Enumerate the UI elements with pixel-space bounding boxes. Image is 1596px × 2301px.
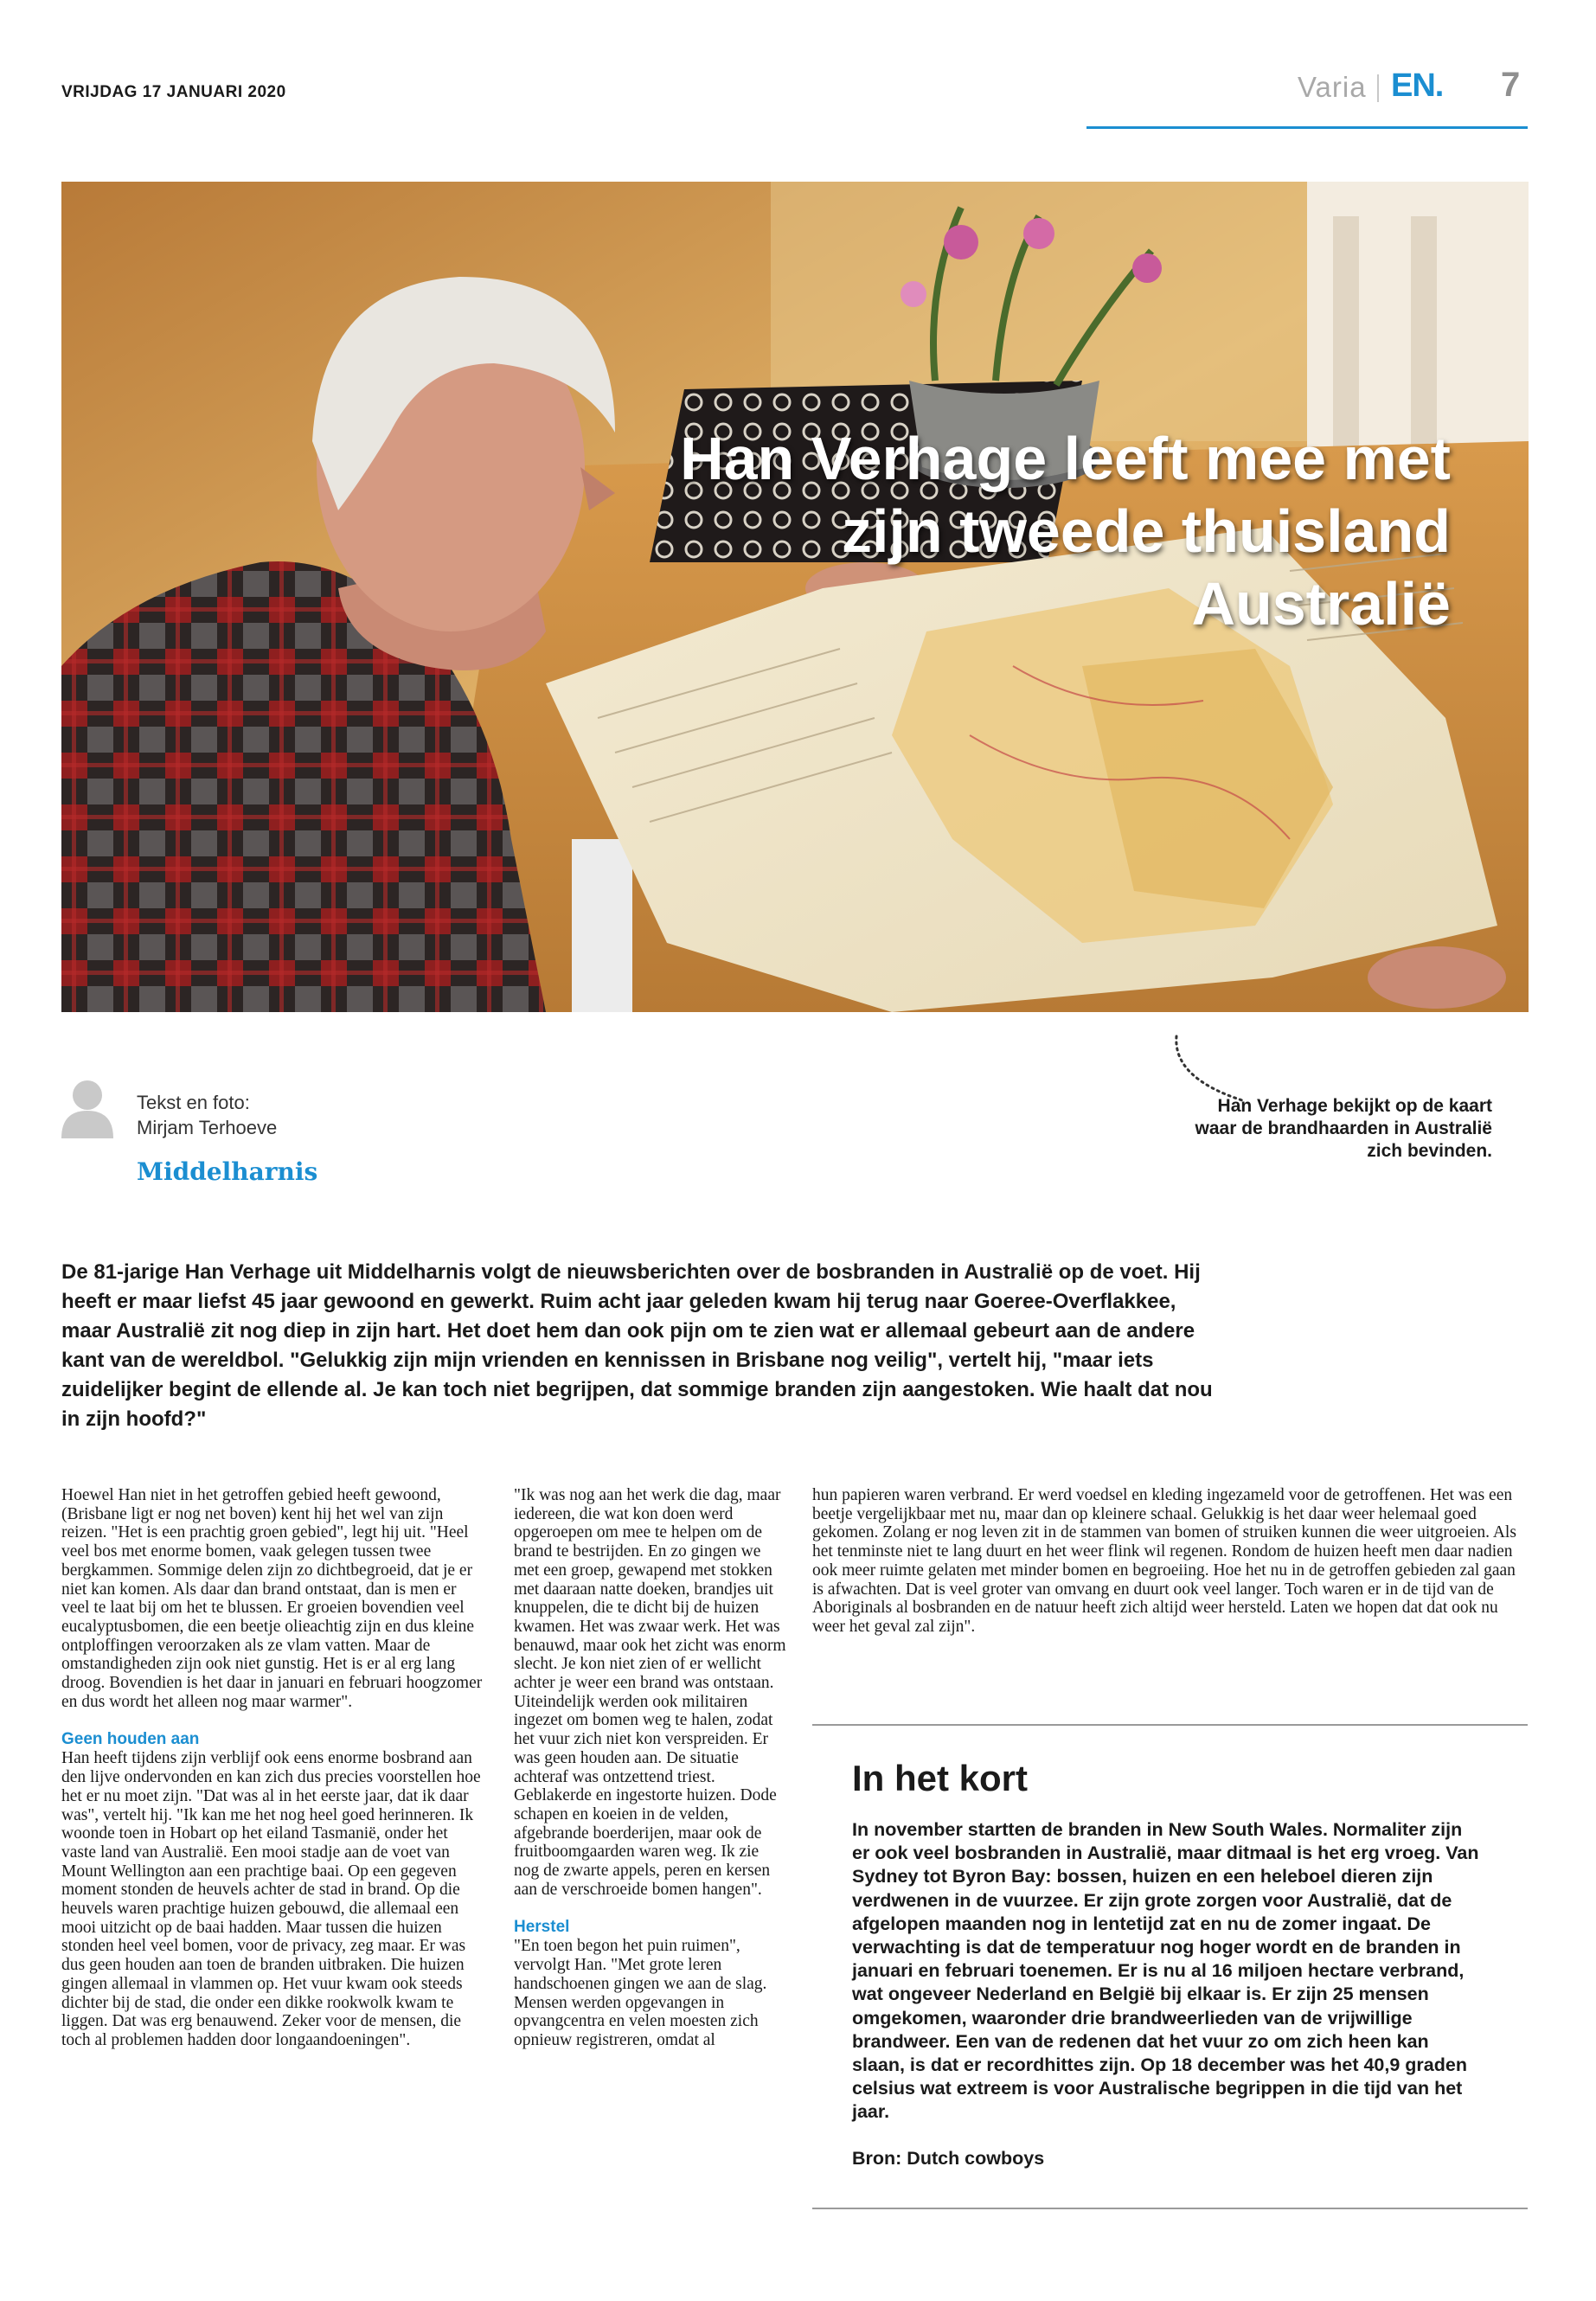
- paragraph: "En toen begon het puin ruimen", vervolgt Han. "Met grote leren handschoenen gingen we aan de slag. Mensen werden opgevangen in opvangcentra en velen moesten zich opnieuw registreren, omdat al: [514, 1937, 767, 2049]
- article-headline: Han Verhage leeft mee met zijn tweede thuisland Australië: [680, 425, 1451, 638]
- subheading: Geen houden aan: [61, 1730, 200, 1749]
- sidebar-title: In het kort: [852, 1758, 1029, 1798]
- article-intro: De 81-jarige Han Verhage uit Middelharnis volgt de nieuwsberichten over de bosbranden in Australië op de voet. Hij heeft er maar liefst 45 jaar gewoond en gewerkt. Ruim acht jaar geleden kwam hij terug naar Goeree-Overflakkee, maar Australië zit nog diep in zijn hart. Het doet hem dan ook pijn om te zien wat er allemaal gebeurt aan de andere kant van de wereldbol. "Gelukkig zijn mijn vrienden en kennissen in Brisbane nog veilig", vertelt hij, "maar iets zuidelijker begint de ellende al. Je kan toch niet begrijpen, dat sommige branden zijn aangestoken. Wie haalt dat nou in zijn hoofd?": [61, 1260, 1213, 1431]
- paragraph: Han heeft tijdens zijn verblijf ook eens enorme bosbrand aan den lijve ondervonden en kan zich dus precies voorstellen hoe het er nu moet zijn. "Dat was al in het eerste jaar, dat ik daar was", vertelt hij. "Ik kan me het nog heel goed herinneren. Ik woonde toen in Hobart op het eiland Tasmanië, onder het vaste land van Australië. Een mooi stadje aan de voet van Mount Wellington aan een prachtige baai. Op een gegeven moment stonden de heuvels achter de stad in brand. Op die heuvels waren prachtige huizen gebouwd, die allemaal een mooi uitzicht op de baai hadden. Maar tussen die huizen stonden heel veel bomen, voor de privacy, zeg maar. Er was dus geen houden aan toen de branden uitbraken. Die huizen gingen allemaal in vlammen op. Het vuur kwam ook steeds dichter bij de stad, die onder een dikke rookwolk kwam te liggen. Dat was erg benauwend. Zeker voor de mensen, die toch al problemen hadden door longaandoeningen".: [61, 1749, 481, 2049]
- subheading: Herstel: [514, 1918, 570, 1937]
- paragraph: Hoewel Han niet in het getroffen gebied heeft gewoond, (Brisbane ligt er nog net boven) kent hij het wel van zijn reizen. "Het is een prachtig groen gebied", legt hij uit. "Heel veel bos met enorme bomen, vaak gelegen tussen twee bergkammen. Sommige delen zijn zo dichtbegroeid, dat je er niet kan komen. Als daar dan brand ontstaat, dan is men er veel te laat bij om het te blussen. Er groeien bovendien veel eucalyptusbomen, die een beetje olieachtig zijn en dus kleine ontploffingen veroorzaken als ze vlam vatten. Maar de omstandigheden zijn ook niet gunstig. Het is er al erg lang droog. Bovendien is het daar in januari en februari hoogzomer en dus wordt het alleen nog maar warmer".: [61, 1486, 483, 1711]
- header-divider: [1377, 74, 1379, 102]
- byline-author: Mirjam Terhoeve: [137, 1117, 278, 1138]
- header-rule: [1086, 126, 1528, 129]
- body-column-1: [61, 1486, 485, 2050]
- sidebar-bottom-rule: [812, 2208, 1528, 2209]
- page-number: 7: [1501, 66, 1521, 104]
- section-label: Varia: [1298, 71, 1367, 103]
- sidebar-text: In november startten de branden in New South Wales. Normaliter zijn er ook veel bosbranden in Australië, maar ditmaal is het erg vroeg. Van Sydney tot Byron Bay: bossen, huizen en een heleboel dieren zijn verdwenen in de vuurzee. Er zijn grote zorgen voor Australië, dat de afgelopen maanden nog in lentetijd zat en nu de zomer ingaat. De verwachting is dat de temperatuur nog hoger wordt en de branden in januari en februari toenemen. Er is nu al 16 miljoen hectare verbrand, wat ongeveer Nederland en België bij elkaar is. Er zijn 25 mensen omgekomen, waaronder drie brandweerlieden van de vrijwillige brandweer. Een van de redenen dat het vuur zo om zich heen kan slaan, is dat er recordhittes zijn. Op 18 december was het 40,9 graden celsius wat extreem is voor Australische begrippen in die tijd van het jaar.: [852, 1819, 1479, 2123]
- issue-date: VRIJDAG 17 JANUARI 2020: [61, 83, 286, 101]
- author-avatar-icon: [61, 1080, 113, 1143]
- article-photo: [61, 182, 1529, 1012]
- paragraph: hun papieren waren verbrand. Er werd voedsel en kleding ingezameld voor de getroffenen. Het was een beetje vergelijkbaar met nu, maar dan op kleinere schaal. Gelukkig is het daar weer helemaal goed gekomen. Zolang er nog leven zit in de stammen van bomen of struiken kunnen die weer uitgroeien. Als het tenminste niet te lang duurt en het weer flink wil regenen. Rondom de huizen heeft men daar nadien ook meer ruimte gelaten met minder bomen en begroeiing. Hoe het nu in de getroffen gebieden zal gaan is afwachten. Dat is veel groter van omvang en duurt ook veel langer. Toch waren er in de tijd van de Aboriginals al bosbranden en de natuur heeft zich altijd weer hersteld. Laten we hopen dat dat ook nu weer het geval zal zijn".: [812, 1486, 1516, 1636]
- publication-logo: EN.: [1391, 67, 1444, 104]
- sidebar-source: Bron: Dutch cowboys: [852, 2148, 1045, 2169]
- paragraph: "Ik was nog aan het werk die dag, maar iedereen, die wat kon doen werd opgeroepen om mee te helpen om de brand te bestrijden. En zo gingen we met een groep, gewapend met stokken met daaraan natte doeken, brandjes uit knuppelen, die te dicht bij de huizen kwamen. Het was zwaar werk. Het was benauwd, maar ook het zicht was enorm slecht. Je kon niet zien of er wellicht achter je weer een brand was ontstaan. Uiteindelijk werden ook militairen ingezet om bomen weg te halen, zodat het vuur zich niet kon verspreiden. Er was geen houden aan. De situatie achteraf was ontzettend triest. Geblakerde en ingestorte huizen. Dode schapen en koeien in de velden, afgebrande boerderijen, maar ook de fruitboomgaarden waren weg. Ik zie nog de zwarte appels, peren en kersen aan de verschroeide bomen hangen".: [514, 1486, 786, 1899]
- dateline-location: Middelharnis: [137, 1157, 318, 1186]
- sidebar-top-rule: [812, 1724, 1528, 1726]
- body-column-3: [812, 1486, 1530, 1637]
- byline-label: Tekst en foto:: [137, 1092, 250, 1113]
- body-column-2: [514, 1486, 786, 2050]
- photo-caption: Han Verhage bekijkt op de kaart waar de brandhaarden in Australië zich bevinden.: [1195, 1096, 1492, 1161]
